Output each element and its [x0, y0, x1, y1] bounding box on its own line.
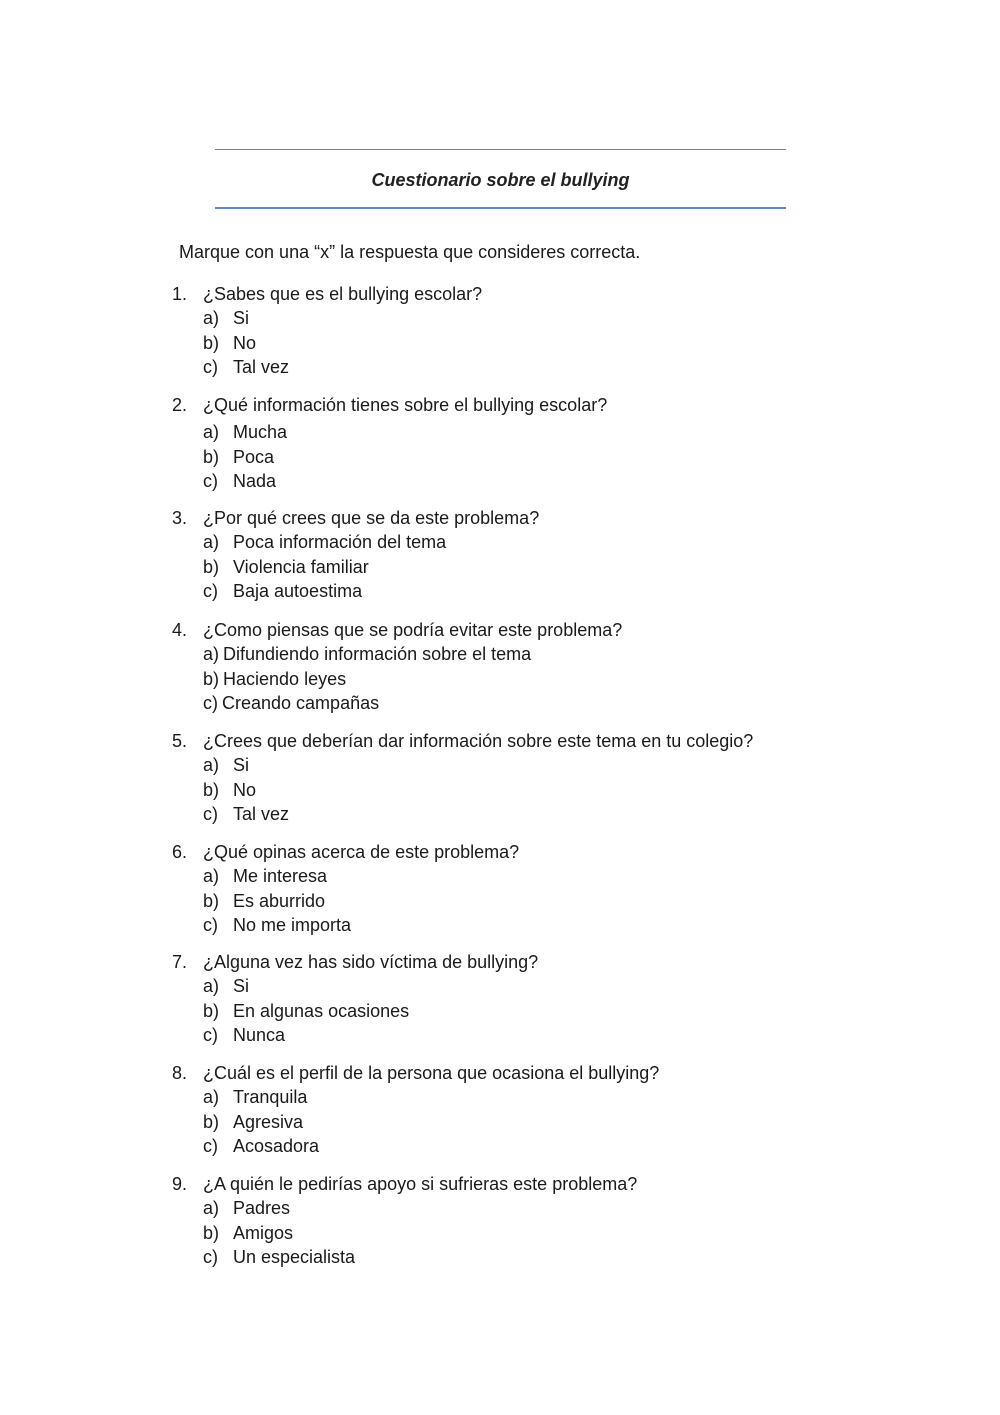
option-text: Acosadora: [233, 1136, 320, 1157]
option-text: Un especialista: [233, 1247, 356, 1268]
option-letter: a): [203, 1198, 220, 1218]
option-text: Violencia familiar: [233, 556, 369, 577]
question-number: 2.: [172, 395, 188, 415]
question-1: [172, 282, 482, 380]
question-number: 6.: [172, 842, 188, 862]
option-a[interactable]: [172, 642, 622, 667]
question-8: [172, 1061, 659, 1159]
option-letter: b): [203, 668, 220, 689]
option-c[interactable]: [172, 691, 622, 716]
option-text: Haciendo leyes: [223, 668, 347, 689]
option-letter: c): [203, 1247, 218, 1268]
option-text: No: [233, 779, 257, 800]
question-text: ¿Cuál es el perfil de la persona que ocasiona el bullying?: [203, 1063, 660, 1083]
option-c[interactable]: [172, 802, 753, 827]
option-letter: b): [203, 779, 220, 800]
option-b[interactable]: [172, 1221, 637, 1246]
question-5: [172, 729, 753, 827]
option-text: Es aburrido: [233, 890, 326, 911]
title-rule-top: [215, 149, 786, 150]
instruction-text: Marque con una “x” la respuesta que consideres correcta.: [179, 242, 641, 262]
option-text: Si: [233, 308, 250, 328]
option-letter: a): [203, 532, 220, 552]
option-text: Tal vez: [233, 357, 290, 378]
option-c[interactable]: [172, 579, 539, 604]
option-letter: b): [203, 556, 220, 577]
option-text: No: [233, 332, 257, 353]
option-b[interactable]: [172, 889, 519, 914]
option-letter: c): [203, 357, 218, 378]
option-a[interactable]: [172, 753, 753, 778]
option-a[interactable]: [172, 864, 519, 889]
question-text: ¿Qué opinas acerca de este problema?: [203, 842, 520, 862]
document-title: Cuestionario sobre el bullying: [371, 170, 630, 190]
option-letter: b): [203, 890, 220, 911]
option-c[interactable]: [172, 1023, 538, 1048]
option-text: Tal vez: [233, 804, 290, 825]
option-c[interactable]: [172, 469, 607, 494]
option-letter: b): [203, 1222, 220, 1243]
question-text: ¿Por qué crees que se da este problema?: [203, 508, 540, 528]
question-7: [172, 950, 538, 1048]
option-b[interactable]: [172, 331, 482, 356]
option-letter: c): [203, 915, 218, 936]
option-letter: a): [203, 976, 220, 996]
option-b[interactable]: [172, 778, 753, 803]
option-letter: a): [203, 308, 220, 328]
option-text: Nada: [233, 471, 277, 492]
option-c[interactable]: [172, 355, 482, 380]
option-letter: c): [203, 1136, 218, 1157]
option-letter: c): [203, 804, 218, 825]
option-letter: c): [203, 471, 218, 492]
option-letter: b): [203, 446, 220, 467]
option-text: Poca: [233, 446, 275, 467]
question-number: 5.: [172, 731, 188, 751]
option-text: Creando campañas: [222, 693, 380, 714]
question-text: ¿A quién le pedirías apoyo si sufrieras este problema?: [203, 1174, 638, 1194]
option-text: Si: [233, 755, 250, 775]
question-text: ¿Qué información tienes sobre el bullying escolar?: [203, 395, 608, 415]
option-letter: a): [203, 755, 220, 775]
option-letter: c): [203, 693, 218, 714]
question-number: 1.: [172, 284, 188, 304]
question-9: [172, 1172, 637, 1270]
option-a[interactable]: [172, 306, 482, 331]
option-c[interactable]: [172, 913, 519, 938]
option-a[interactable]: [172, 1085, 659, 1110]
question-text: ¿Sabes que es el bullying escolar?: [203, 284, 483, 304]
option-letter: b): [203, 332, 220, 353]
option-letter: a): [203, 422, 220, 442]
option-text: Difundiendo información sobre el tema: [223, 644, 532, 664]
option-text: Amigos: [233, 1222, 294, 1243]
option-letter: c): [203, 581, 218, 602]
option-text: Poca información del tema: [233, 532, 447, 552]
option-c[interactable]: [172, 1134, 659, 1159]
title-rule-bottom: [215, 207, 786, 209]
question-number: 8.: [172, 1063, 188, 1083]
option-text: Agresiva: [233, 1111, 304, 1132]
question-number: 4.: [172, 620, 188, 640]
question-4: [172, 618, 622, 716]
option-text: Nunca: [233, 1025, 286, 1046]
option-c[interactable]: [172, 1245, 637, 1270]
option-letter: c): [203, 1025, 218, 1046]
option-b[interactable]: [172, 445, 607, 470]
question-number: 3.: [172, 508, 188, 528]
option-text: No me importa: [233, 915, 352, 936]
option-b[interactable]: [172, 1110, 659, 1135]
option-a[interactable]: [172, 530, 539, 555]
question-6: [172, 840, 519, 938]
option-letter: b): [203, 1000, 220, 1021]
question-text: ¿Como piensas que se podría evitar este problema?: [203, 620, 623, 640]
option-text: Baja autoestima: [233, 581, 363, 602]
option-b[interactable]: [172, 999, 538, 1024]
option-text: Me interesa: [233, 866, 328, 886]
option-text: Mucha: [233, 422, 288, 442]
question-text: ¿Alguna vez has sido víctima de bullying?: [203, 952, 539, 972]
option-text: Tranquila: [233, 1087, 308, 1107]
option-text: Si: [233, 976, 250, 996]
question-2: [172, 393, 607, 494]
option-letter: a): [203, 644, 220, 664]
question-text: ¿Crees que deberían dar información sobre este tema en tu colegio?: [203, 731, 754, 751]
option-b[interactable]: [172, 667, 622, 692]
option-b[interactable]: [172, 555, 539, 580]
question-number: 9.: [172, 1174, 188, 1194]
option-letter: b): [203, 1111, 220, 1132]
option-a[interactable]: [172, 974, 538, 999]
question-3: [172, 506, 539, 604]
option-letter: a): [203, 1087, 220, 1107]
option-a[interactable]: [172, 420, 607, 445]
option-a[interactable]: [172, 1196, 637, 1221]
question-number: 7.: [172, 952, 188, 972]
option-text: En algunas ocasiones: [233, 1000, 410, 1021]
option-text: Padres: [233, 1198, 291, 1218]
option-letter: a): [203, 866, 220, 886]
